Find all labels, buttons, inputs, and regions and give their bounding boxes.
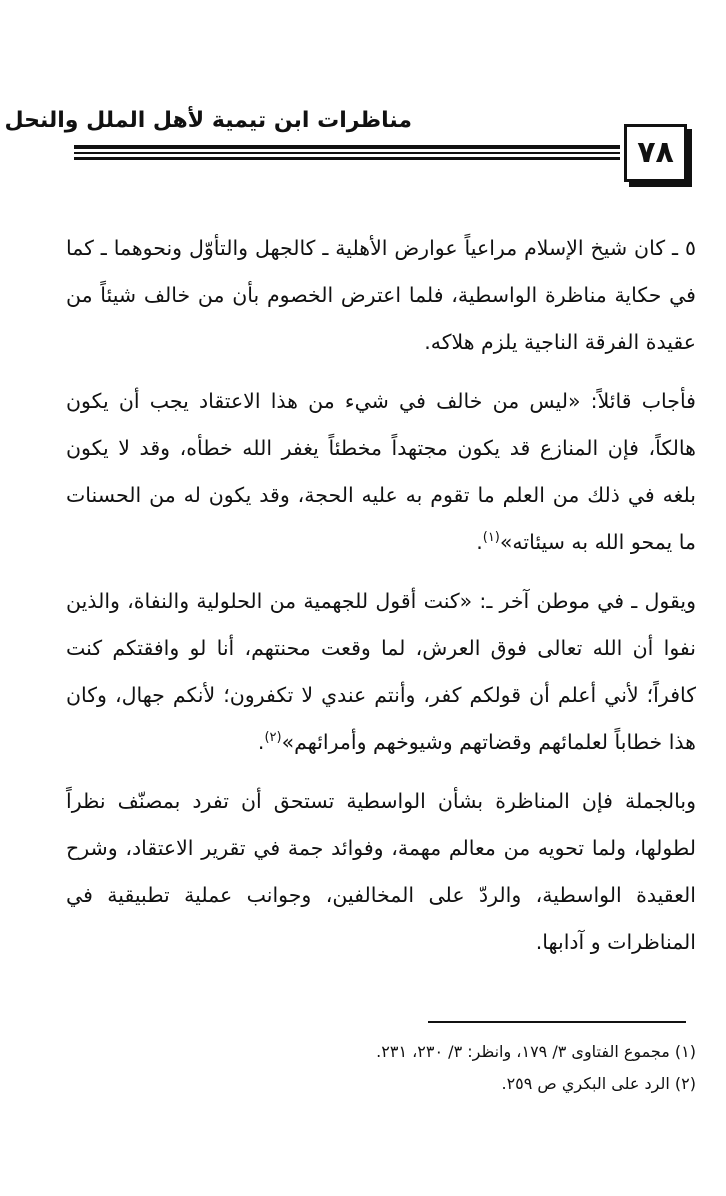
paragraph-1: ٥ ـ كان شيخ الإسلام مراعياً عوارض الأهلية ـ كالجهل والتأوّل ونحوهما ـ كما في حكاية مناظرة الواسطية، فلما اعترض الخصوم بأن من خالف شيئاً من عقيدة الفرقة الناجية يلزم هلاكه. — [66, 236, 696, 354]
header-title: مناظرات ابن تيمية لأهل الملل والنحل — [4, 108, 412, 133]
paragraph-2: فأجاب قائلاً: «ليس من خالف في شيء من هذا الاعتقاد يجب أن يكون هالكاً، فإن المنازع قد يكون مجتهداً مخطئاً يغفر الله خطأه، وقد لا يكون بلغه في ذلك من العلم ما تقوم به عليه الحجة، وقد يكون له من الحسنات ما يمحو الله به سيئاته»$^{(١)}$. — [66, 389, 696, 554]
header-rule-thick — [74, 145, 620, 149]
paragraph-2-text: فأجاب قائلاً: «ليس من خالف في شيء من هذا الاعتقاد يجب أن يكون هالكاً، فإن المنازع قد يكون مجتهداً مخطئاً يغفر الله خطأه، وقد لا يكون بلغه في ذلك من العلم ما تقوم به عليه الحجة، وقد يكون له من الحسنات ما يمحو الله به سيئاته» — [66, 389, 696, 554]
footnote-1: (١) مجموع الفتاوى ٣/ ١٧٩، وانظر: ٣/ ٢٣٠، ٢٣١. — [376, 1042, 696, 1061]
paragraph-3: ويقول ـ في موطن آخر ـ: «كنت أقول للجهمية من الحلولية والنفاة، والذين نفوا أن الله تعالى فوق العرش، لما وقعت محنتهم، أنا لو وافقتكم كنت كافراً؛ لأني أعلم أن قولكم كفر، وأنتم عندي لا تكفرون؛ لأنكم جهال، وكان هذا خطاباً لعلمائهم وقضاتهم وشيوخهم وأمرائهم»$^{(٢)}$. — [66, 589, 696, 754]
main-text — [66, 225, 696, 978]
footnote-separator — [428, 1021, 686, 1023]
paragraph-3-text: ويقول ـ في موطن آخر ـ: «كنت أقول للجهمية من الحلولية والنفاة، والذين نفوا أن الله تعالى فوق العرش، لما وقعت محنتهم، أنا لو وافقتكم كنت كافراً؛ لأني أعلم أن قولكم كفر، وأنتم عندي لا تكفرون؛ لأنكم جهال، وكان هذا خطاباً لعلمائهم وقضاتهم وشيوخهم وأمرائهم» — [66, 589, 696, 754]
header-rule-bottom — [74, 157, 620, 160]
page-number: ٧٨ — [624, 124, 687, 182]
paragraph-4: وبالجملة فإن المناظرة بشأن الواسطية تستحق أن تفرد بمصنّف نظراً لطولها، ولما تحويه من معالم مهمة، وفوائد جمة في تقرير الاعتقاد، وشرح العقيدة الواسطية، والردّ على المخالفين، وجوانب عملية تطبيقية في المناظرات و آدابها. — [66, 789, 696, 954]
header-rule-thin — [74, 152, 620, 154]
footnotes — [200, 1036, 696, 1100]
footnote-ref-2: (٢) — [264, 730, 282, 746]
footnote-ref-1: (١) — [482, 530, 500, 546]
footnote-2: (٢) الرد على البكري ص ٢٥٩. — [501, 1074, 696, 1093]
